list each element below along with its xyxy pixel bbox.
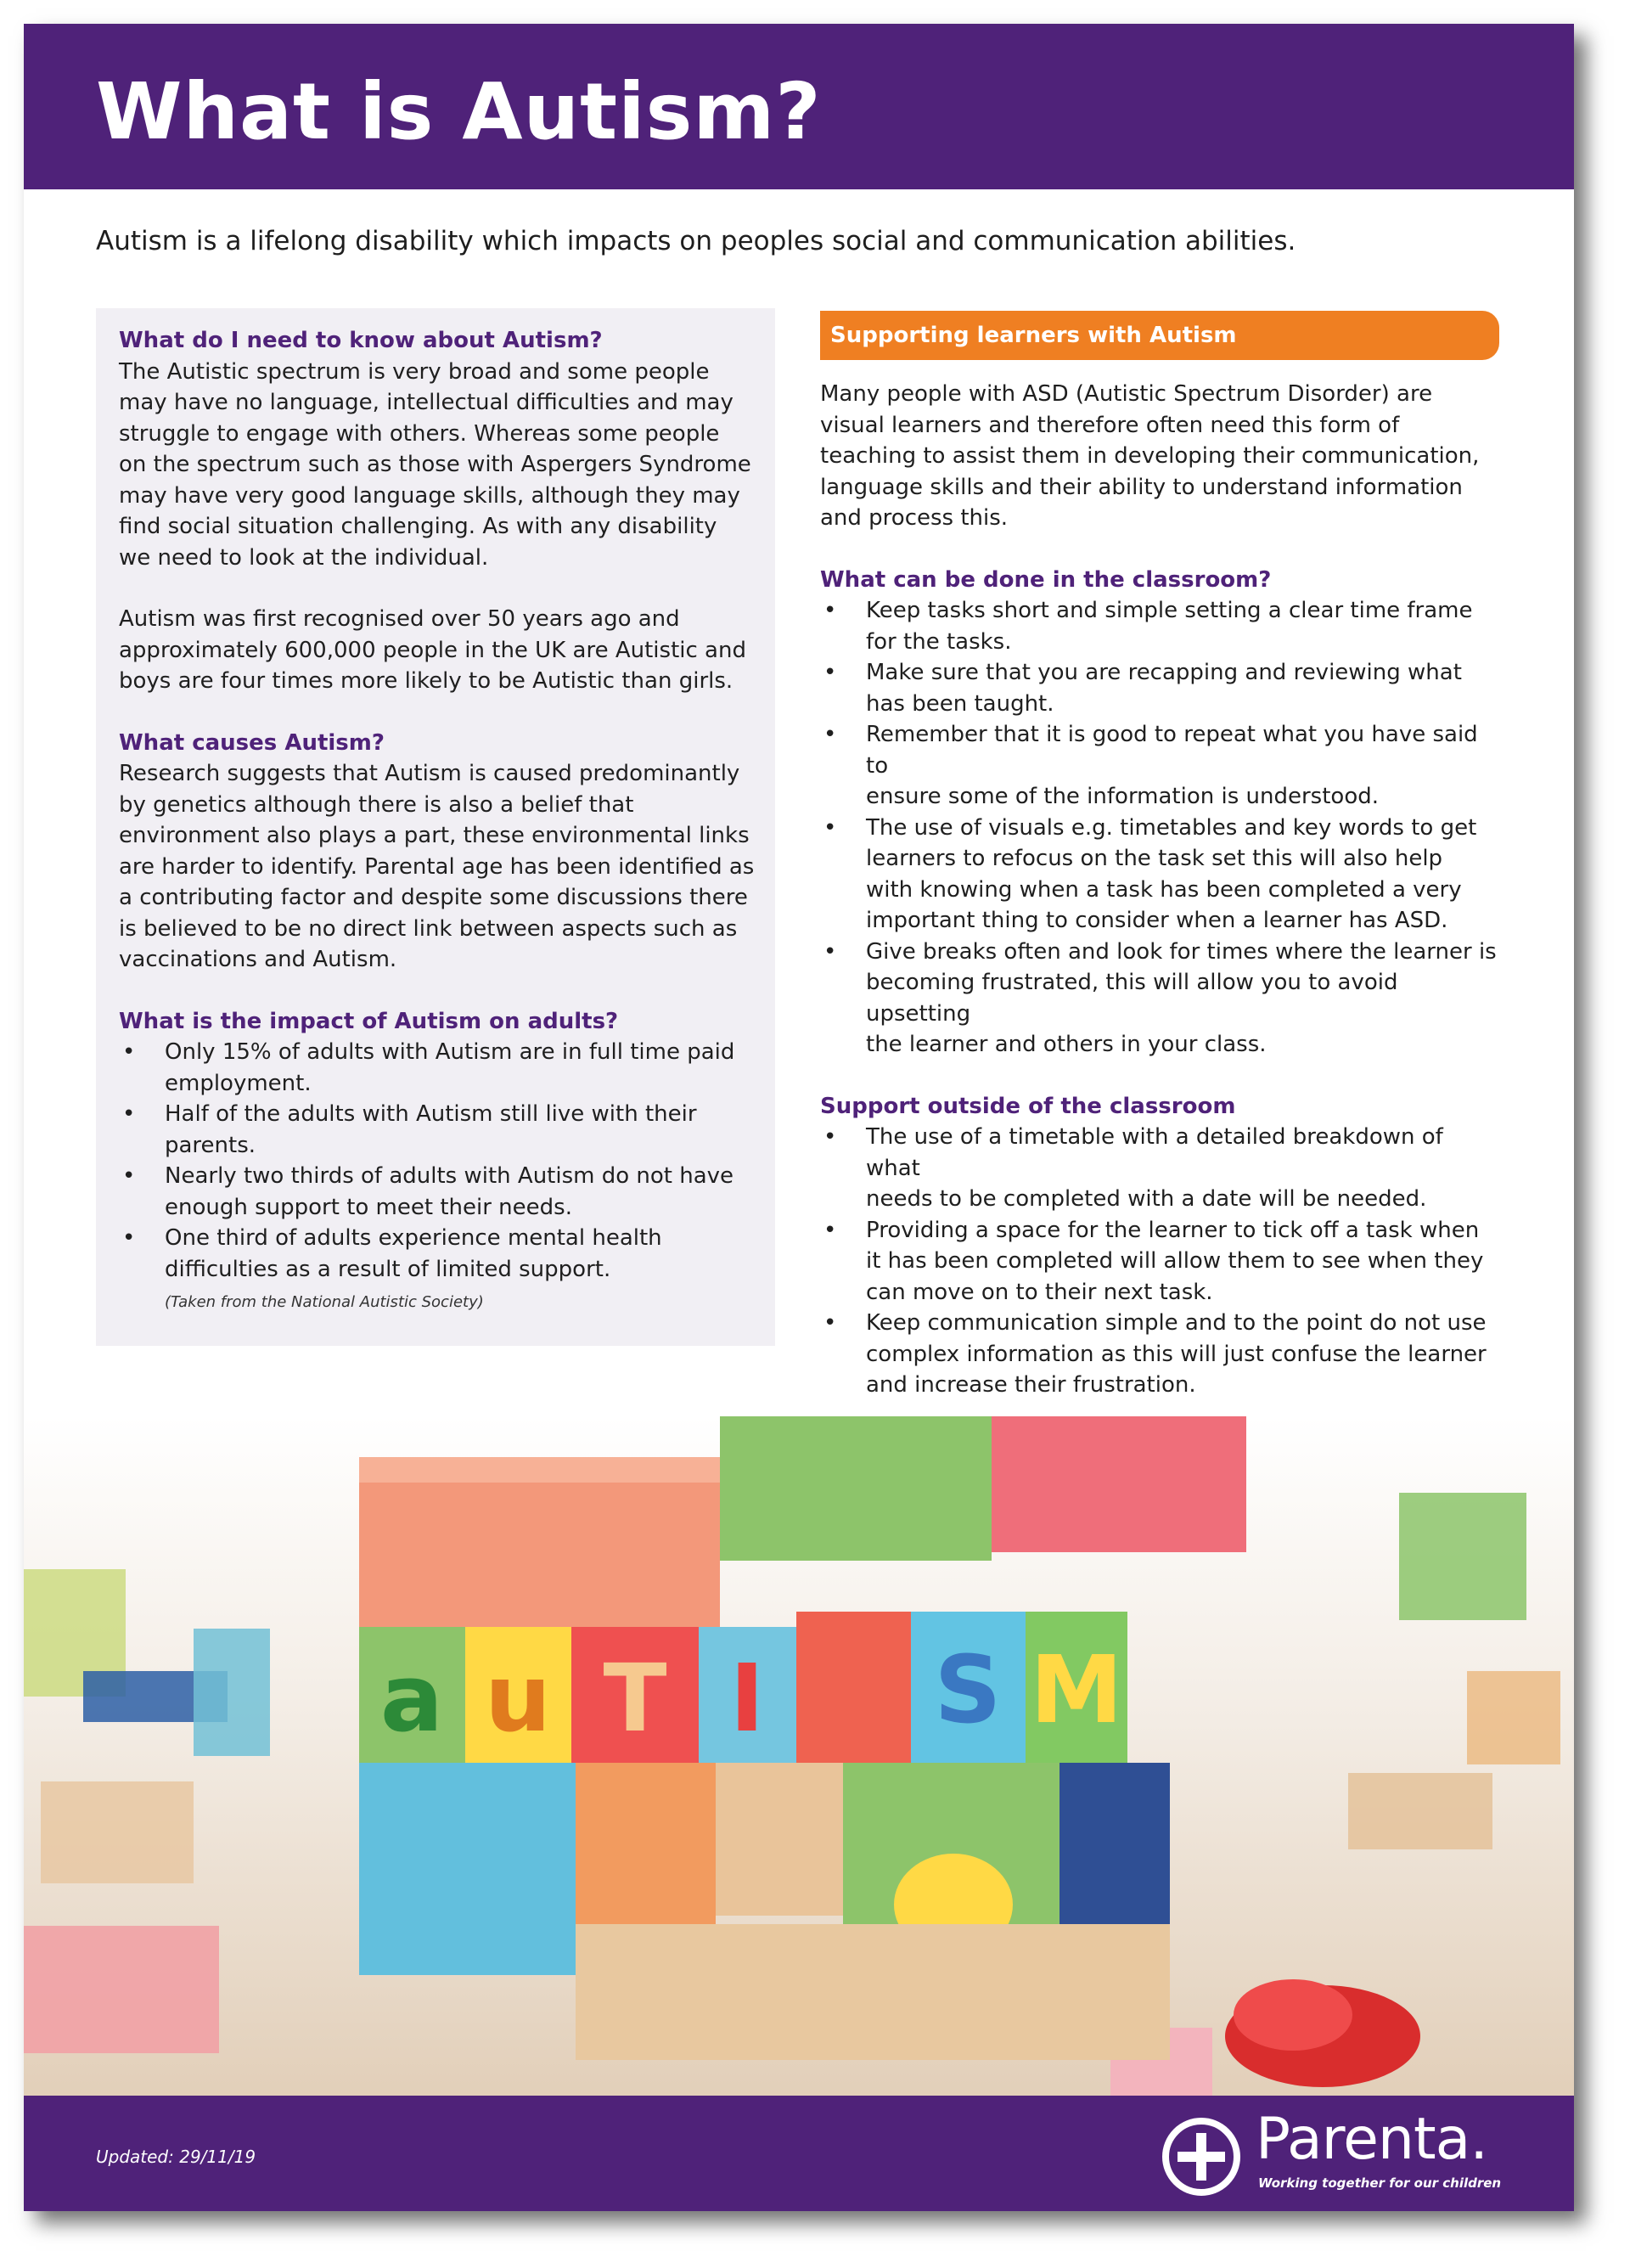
left-info-box <box>96 308 775 1346</box>
bullet-icon: • <box>122 1163 136 1189</box>
bullet-icon: • <box>823 1124 837 1150</box>
bullet-icon: • <box>823 660 837 685</box>
block-letter: S <box>934 1635 1002 1744</box>
text-line: visual learners and therefore often need this form of <box>820 412 1400 438</box>
parenta-logo <box>1161 2106 1504 2196</box>
heading-outside-classroom: Support outside of the classroom <box>820 1093 1236 1119</box>
text-line: are harder to identify. Parental age has been identified as <box>119 853 755 880</box>
bullet-icon: • <box>122 1039 136 1065</box>
list-item: • The use of a timetable with a detailed breakdown of what needs to be completed with a date will be needed. <box>820 1122 1499 1215</box>
block-letter: T <box>603 1644 667 1753</box>
bullet-icon: • <box>823 1217 837 1243</box>
toy-blocks-photo <box>24 1416 1574 2096</box>
list-item: • Half of the adults with Autism still live with their parents. <box>119 1099 756 1161</box>
block-letter: u <box>484 1644 552 1753</box>
bullet-icon: • <box>823 1310 837 1336</box>
text-line: language skills and their ability to understand information <box>820 474 1463 500</box>
paragraph-causes <box>119 758 756 976</box>
heading-causes: What causes Autism? <box>119 729 385 756</box>
text-line: by genetics although there is also a belief that <box>119 791 634 818</box>
bullet-icon: • <box>823 598 837 623</box>
text-line: Research suggests that Autism is caused predominantly <box>119 761 740 786</box>
paragraph-visual-learners <box>820 379 1499 534</box>
text-line: boys are four times more likely to be Autistic than girls. <box>119 668 734 694</box>
text-line: Autism was first recognised over 50 years ago and <box>119 606 680 632</box>
text-line: we need to look at the individual. <box>119 544 489 571</box>
logo-wordmark: Parenta. <box>1256 2106 1487 2173</box>
text-line: and process this. <box>820 505 1009 531</box>
document-page <box>24 24 1574 2211</box>
list-item: • Keep tasks short and simple setting a clear time frame for the tasks. <box>820 595 1499 657</box>
bullet-icon: • <box>823 722 837 747</box>
updated-date: Updated: 29/11/19 <box>96 2147 256 2167</box>
bullet-icon: • <box>122 1225 136 1251</box>
list-item: • Make sure that you are recapping and reviewing what has been taught. <box>820 657 1499 719</box>
logo-tagline: Working together for our children <box>1258 2175 1502 2191</box>
block-letter: M <box>1030 1635 1123 1744</box>
list-item: • Remember that it is good to repeat what you have said to ensure some of the information is understood. <box>820 719 1499 813</box>
right-column <box>820 311 1499 1401</box>
text-line: may have no language, intellectual difficulties and may <box>119 390 734 415</box>
footer-bar <box>24 2096 1574 2211</box>
list-item: • Give breaks often and look for times where the learner is becoming frustrated, this will allow you to avoid upsetting the learner and others in your class. <box>820 937 1499 1061</box>
text-line: environment also plays a part, these environmental links <box>119 823 750 848</box>
block-letter: I <box>729 1644 765 1753</box>
list-item: • Keep communication simple and to the point do not use complex information as this will just confuse the learner and increase their frustration. <box>820 1308 1499 1401</box>
list-item: • The use of visuals e.g. timetables and key words to get learners to refocus on the task set this will also help with knowing when a task has been completed a very important thing to consider when a learner has ASD. <box>820 813 1499 937</box>
block-letter: a <box>379 1644 444 1753</box>
paragraph-recognised <box>119 604 756 697</box>
list-item: • One third of adults experience mental health difficulties as a result of limited support. <box>119 1223 756 1285</box>
text-line: approximately 600,000 people in the UK are Autistic and <box>119 637 746 663</box>
text-line: find social situation challenging. As with any disability <box>119 514 717 539</box>
heading-classroom: What can be done in the classroom? <box>820 566 1272 593</box>
impact-list <box>119 1037 756 1285</box>
text-line: on the spectrum such as those with Aspergers Syndrome <box>119 452 751 477</box>
intro-text: Autism is a lifelong disability which impacts on peoples social and communication abilities. <box>96 226 1296 256</box>
bullet-icon: • <box>823 938 837 965</box>
text-line: Many people with ASD (Autistic Spectrum Disorder) are <box>820 381 1433 407</box>
header-banner <box>24 24 1574 189</box>
text-line: The Autistic spectrum is very broad and some people <box>119 358 710 385</box>
page-title: What is Autism? <box>96 66 822 157</box>
text-line: struggle to engage with others. Whereas some people <box>119 420 720 447</box>
parenta-cross-icon <box>1161 2116 1242 2198</box>
heading-impact-adults: What is the impact of Autism on adults? <box>119 1008 619 1034</box>
list-item: • Providing a space for the learner to tick off a task when it has been completed will allow them to see when they can move on to their next task. <box>820 1215 1499 1308</box>
text-line: may have very good language skills, although they may <box>119 482 740 509</box>
paragraph-spectrum <box>119 357 756 574</box>
text-line: teaching to assist them in developing their communication, <box>820 443 1480 469</box>
classroom-list <box>820 595 1499 1061</box>
text-line: a contributing factor and despite some discussions there <box>119 885 748 910</box>
bullet-icon: • <box>122 1101 136 1127</box>
heading-need-to-know: What do I need to know about Autism? <box>119 328 603 353</box>
text-line: vaccinations and Autism. <box>119 947 397 972</box>
outside-list <box>820 1122 1499 1401</box>
list-item: • Only 15% of adults with Autism are in full time paid employment. <box>119 1037 756 1099</box>
source-citation: (Taken from the National Autistic Society) <box>165 1293 484 1311</box>
bullet-icon: • <box>823 814 837 841</box>
section-banner: Supporting learners with Autism <box>820 311 1499 360</box>
text-line: is believed to be no direct link between aspects such as <box>119 915 738 942</box>
list-item: • Nearly two thirds of adults with Autism do not have enough support to meet their needs. <box>119 1161 756 1223</box>
